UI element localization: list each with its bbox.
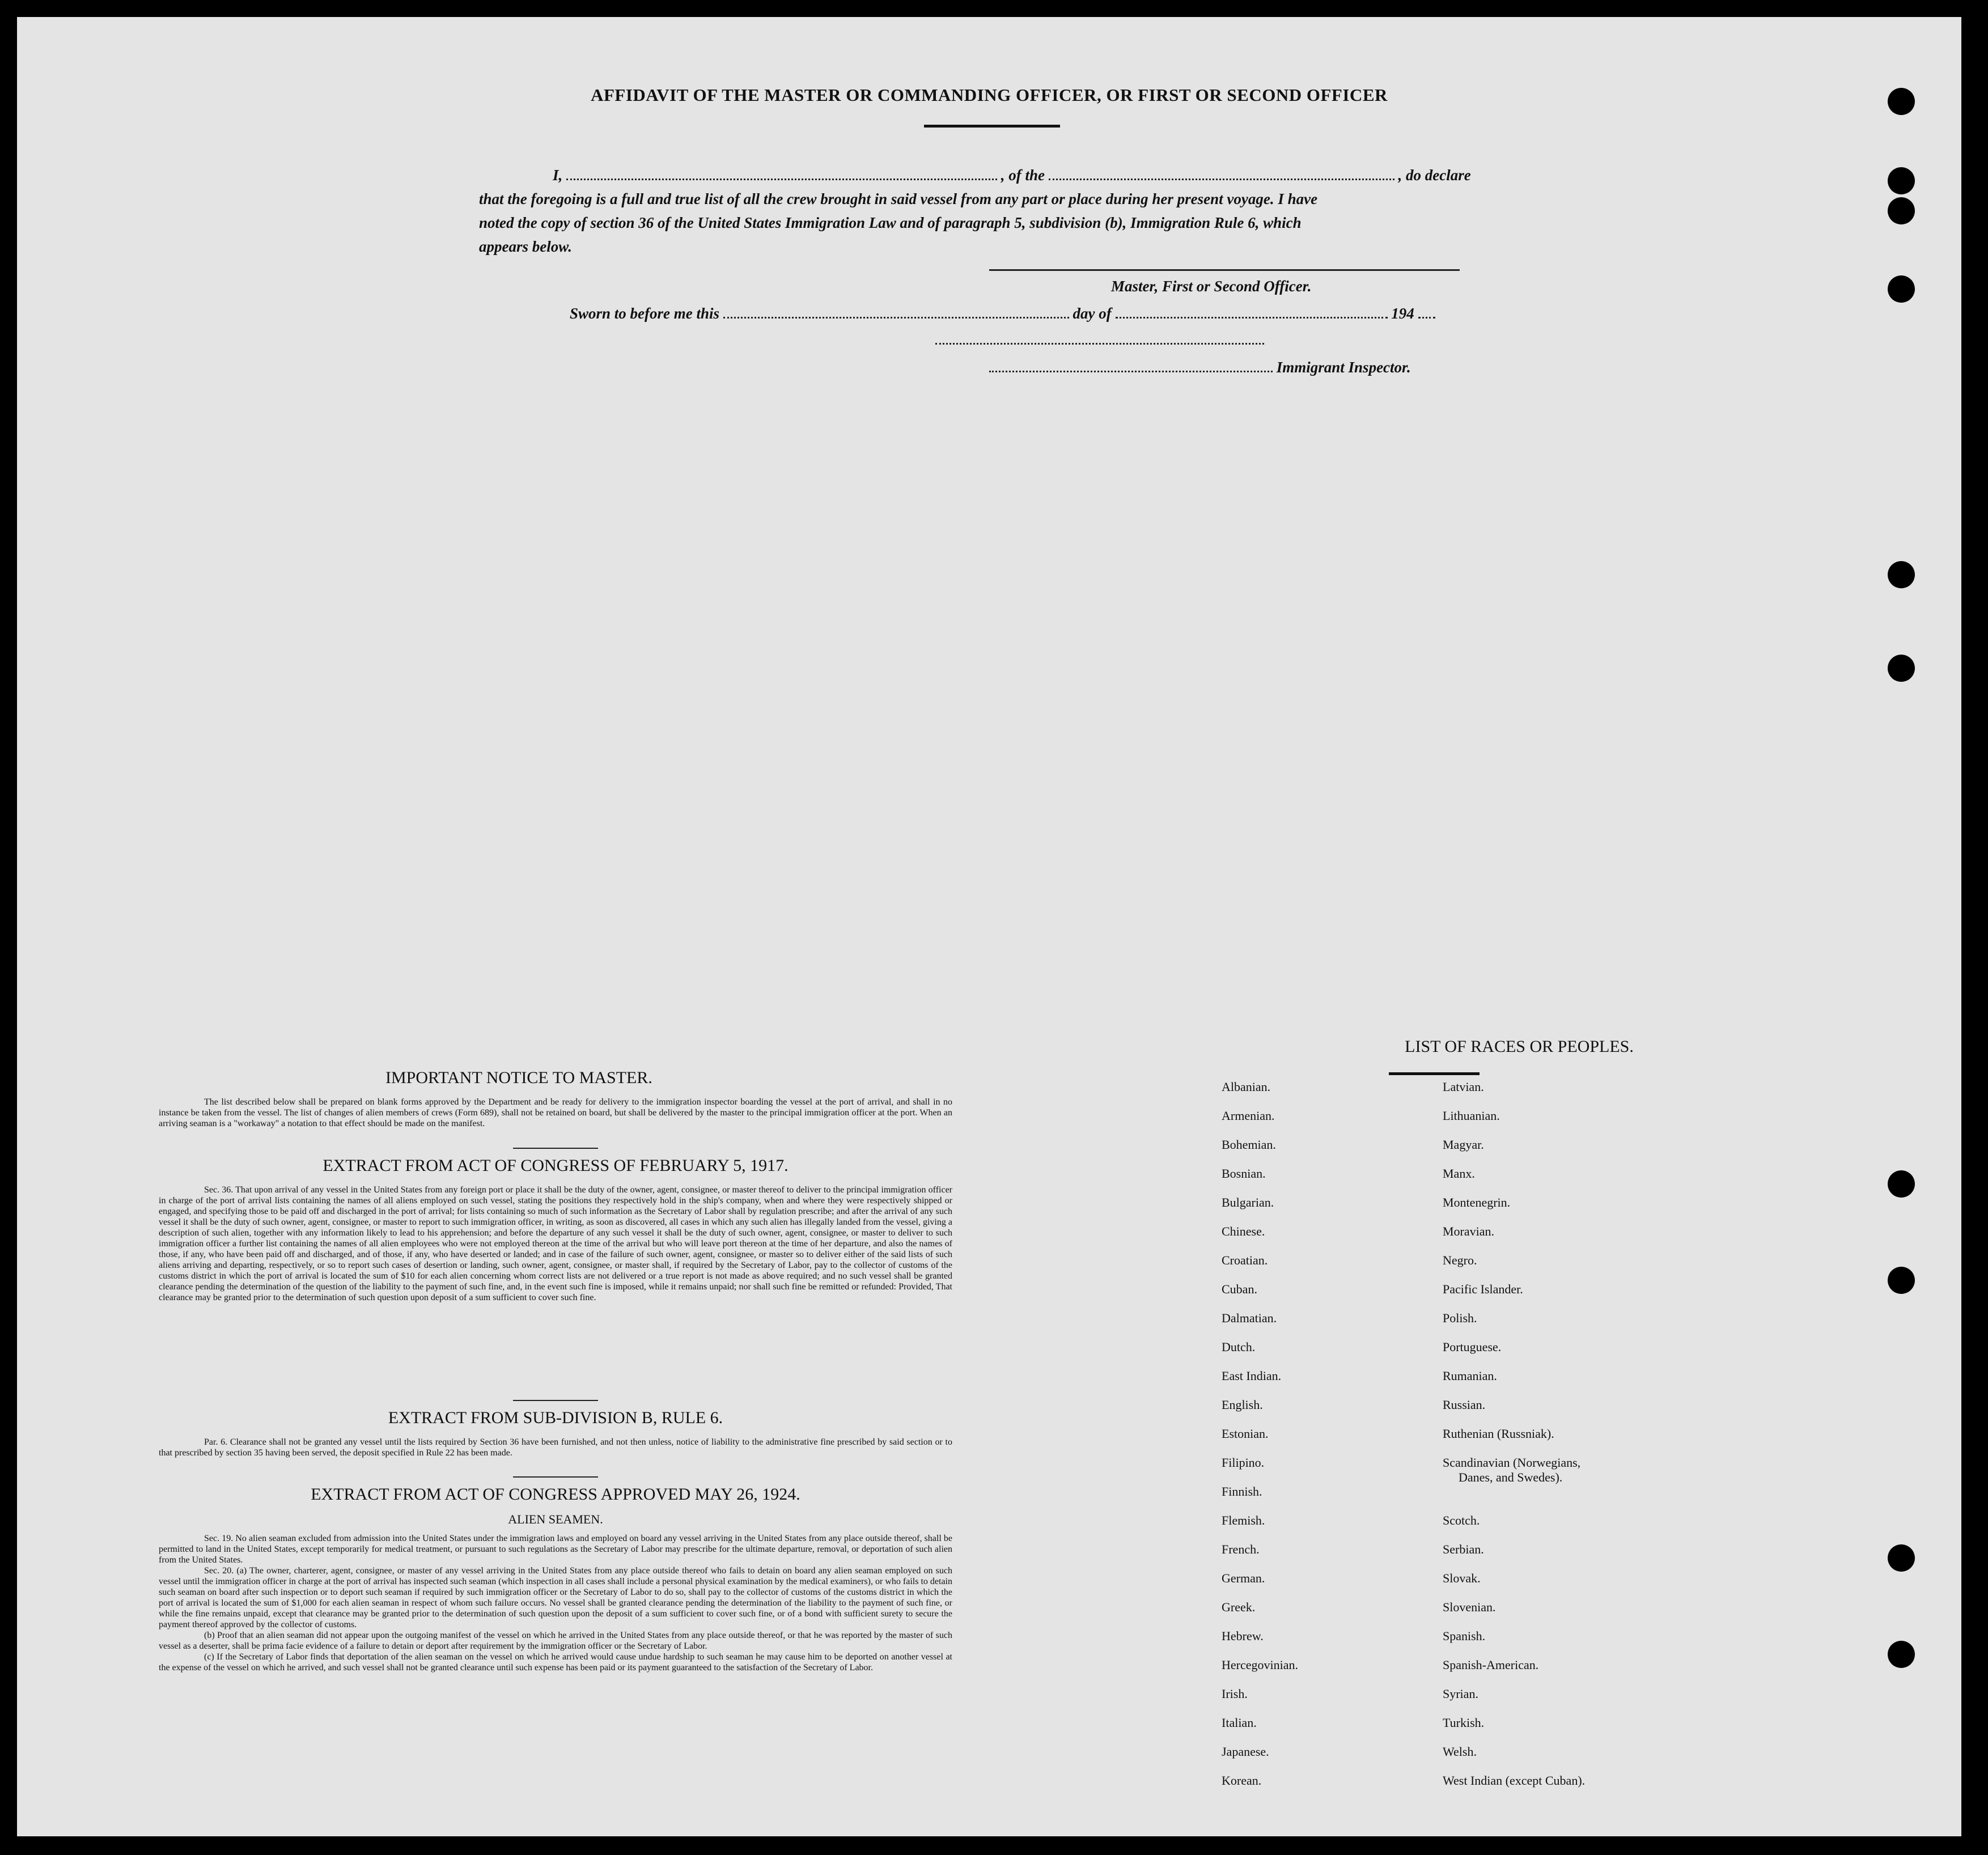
- race-item: Hebrew.: [1222, 1629, 1264, 1643]
- race-item: Greek.: [1222, 1600, 1256, 1614]
- race-item: Portuguese.: [1443, 1340, 1502, 1354]
- race-item: Montenegrin.: [1443, 1195, 1511, 1209]
- extract-1917-title: EXTRACT FROM ACT OF CONGRESS OF FEBRUARY 5, 1917.: [323, 1156, 789, 1175]
- races-title-rule: [1389, 1072, 1480, 1075]
- notice-text: The list described below shall be prepared on blank forms approved by the Department and be ready for delivery to the immigration inspector boarding the vessel at the port of arrival, and shall in no instance be taken from the vessel. The list of changes of alien members of crews (Form 689), shall not be retained on board, but shall be delivered by the master to the principal immigration officer at the port. When an arriving seaman is a "workaway" a notation to that effect should be made on the manifest.: [159, 1097, 952, 1128]
- race-item: Slovenian.: [1443, 1600, 1496, 1614]
- inspector-signature-field[interactable]: [989, 371, 1273, 372]
- punch-hole: [1888, 655, 1915, 682]
- punch-hole: [1888, 561, 1915, 588]
- sec-20c-text: (c) If the Secretary of Labor finds that deportation of the alien seaman on the vessel on which he arrived would cause undue hardship to such seaman he may cause him to be deported on another vessel at the expense of the vessel on which he arrived, and such vessel shall not be granted clearance until such expense has been paid or its payment guaranteed to the satisfaction of the Secretary of Labor.: [159, 1652, 952, 1673]
- punch-hole: [1888, 1170, 1915, 1198]
- race-item: Albanian.: [1222, 1080, 1271, 1094]
- race-item: Croatian.: [1222, 1253, 1268, 1267]
- race-item: Welsh.: [1443, 1744, 1477, 1759]
- extract-1917-text: Sec. 36. That upon arrival of any vessel in the United States from any foreign port or place it shall be the duty of the owner, agent, consignee, or master thereof to deliver to the principal immigration officer in charge of the port of arrival lists containing the names of all aliens employed on such vessel, stating the positions they respectively hold in the ship's company, when and where they were respectively shipped or engaged, and specifying those to be paid off and discharged in the port of arrival; for lists containing so much of such information as the Secretary of Labor shall by regulation prescribe; and after the arrival of any such vessel it shall be the duty of such owner, agent, consignee, or master to report to such immigration officer, in writing, as soon as discovered, all cases in which any such alien has illegally landed from the vessel, giving a description of such alien, together with any information likely to lead to his apprehension; and before the departure of any such vessel it shall be the duty of such owner, agent, consignee, or master to deliver to such immigration officer a further list containing the names of all alien employees who were not employed thereon at the time of the arrival but who will leave port thereon at the time of her departure, and also the names of those, if any, who have been paid off and discharged, and of those, if any, who have deserted or landed; and in case of the failure of such owner, agent, consignee, or master so to deliver either of the said lists of such aliens arriving and departing, respectively, or so to report such cases of desertion or landing, such owner, agent, consignee, or master shall, if required by the Secretary of Labor, pay to the collector of customs of the customs district in which the port of arrival is located the sum of $10 for each alien concerning whom correct lists are not delivered or a true report is not made as above required; and no such vessel shall be granted clearance pending the determination of the question of the liability to the payment of such fine, and, in the event such fine is imposed, while it remains unpaid; nor shall such fine be remitted or refunded: Provided, That clearance may be granted prior to the determination of such question upon deposit of a sum sufficient to cover such fine.: [159, 1185, 952, 1302]
- name-field[interactable]: [566, 179, 997, 180]
- race-item: Cuban.: [1222, 1282, 1257, 1296]
- race-item: Syrian.: [1443, 1687, 1478, 1701]
- race-item: Armenian.: [1222, 1109, 1275, 1123]
- sworn-label: Sworn to before me this: [570, 305, 720, 322]
- race-item: Bulgarian.: [1222, 1195, 1274, 1209]
- race-item: Manx.: [1443, 1166, 1475, 1181]
- sec-19-text: Sec. 19. No alien seaman excluded from admission into the United States under the immigration laws and employed on board any vessel arriving in the United States from any place outside thereof, shall be permitted to land in the United States, except temporarily for medical treatment, or pursuant to such regulations as the Secretary of Labor may prescribe for the ultimate departure, removal, or deportation of such alien from the United States.: [159, 1534, 952, 1565]
- extract-1924-subtitle: ALIEN SEAMEN.: [508, 1512, 603, 1526]
- race-item: Irish.: [1222, 1687, 1248, 1701]
- race-item: Flemish.: [1222, 1513, 1265, 1527]
- title-rule: [924, 125, 1060, 128]
- section-divider: [513, 1400, 598, 1401]
- affidavit-line-3: noted the copy of section 36 of the United States Immigration Law and of paragraph 5, subdivision (b), Immigration Rule 6, which: [479, 214, 1302, 231]
- races-title: LIST OF RACES OR PEOPLES.: [1405, 1037, 1634, 1056]
- race-item: Korean.: [1222, 1773, 1262, 1788]
- race-item: Scotch.: [1443, 1513, 1480, 1527]
- sworn-month-field[interactable]: [1116, 317, 1388, 319]
- race-item: Negro.: [1443, 1253, 1477, 1267]
- affidavit-title: AFFIDAVIT OF THE MASTER OR COMMANDING OFFICER, OR FIRST OR SECOND OFFICER: [591, 85, 1388, 105]
- notice-title: IMPORTANT NOTICE TO MASTER.: [385, 1068, 652, 1087]
- vessel-field[interactable]: [1049, 179, 1394, 180]
- do-declare-label: , do declare: [1398, 167, 1471, 184]
- sworn-line: [570, 305, 1533, 322]
- of-the-label: , of the: [1001, 167, 1045, 184]
- punch-hole: [1888, 197, 1915, 224]
- i-label: I,: [553, 167, 563, 184]
- sec-20a-text: Sec. 20. (a) The owner, charterer, agent, consignee, or master of any vessel arriving in the United States from any place outside thereof who fails to detain on board any alien seaman employed on such vessel until the immigration officer in charge at the port of arrival has inspected such seaman (which inspection in all cases shall include a personal physical examination by the medical examiners), or who fails to detain such seaman on board after such inspection or to deport such seaman if required by such immigration officer or the Secretary of Labor to do so, shall pay to the collector of customs of the customs district in which the port of arrival is located the sum of $1,000 for each alien seaman in respect of whom such failure occurs. No vessel shall be granted clearance pending the determination of the liability to the payment of such fine, or while the fine remains unpaid, except that clearance may be granted prior to the determination of such question upon the deposit of a sum sufficient to cover such fine, or of a bond with sufficient surety to secure the payment thereof approved by the collector of customs.: [159, 1566, 952, 1629]
- punch-hole: [1888, 1641, 1915, 1668]
- affidavit-line-2: that the foregoing is a full and true list of all the crew brought in said vessel from any part or place during her present voyage. I have: [479, 190, 1318, 207]
- race-item: Bohemian.: [1222, 1137, 1276, 1152]
- race-item: Finnish.: [1222, 1484, 1262, 1499]
- punch-hole: [1888, 1267, 1915, 1294]
- race-item: Russian.: [1443, 1398, 1486, 1412]
- race-item: East Indian.: [1222, 1369, 1282, 1383]
- section-divider: [513, 1148, 598, 1149]
- race-item: Chinese.: [1222, 1224, 1265, 1238]
- year-label: 194: [1391, 305, 1414, 322]
- affidavit-line-1: [479, 163, 1516, 187]
- race-item: Turkish.: [1443, 1716, 1485, 1730]
- document-page: [17, 17, 1961, 1836]
- race-item: Dalmatian.: [1222, 1311, 1277, 1325]
- race-item: German.: [1222, 1571, 1265, 1585]
- punch-hole: [1888, 167, 1915, 194]
- race-item: English.: [1222, 1398, 1263, 1412]
- race-item: Filipino.: [1222, 1455, 1265, 1470]
- race-item: Serbian.: [1443, 1542, 1484, 1556]
- inspector-label: Immigrant Inspector.: [1276, 359, 1411, 376]
- race-item: Hercegovinian.: [1222, 1658, 1298, 1672]
- race-item: Slovak.: [1443, 1571, 1481, 1585]
- affidavit-body: [479, 163, 1516, 258]
- extract-rule6-text: Par. 6. Clearance shall not be granted any vessel until the lists required by Section 36 have been furnished, and not then unless, notice of liability to the administrative fine prescribed by said section or to that prescribed by section 35 having been served, the deposit specified in Rule 22 has been made.: [159, 1437, 952, 1458]
- punch-hole: [1888, 275, 1915, 303]
- sworn-day-field[interactable]: [723, 317, 1069, 319]
- inspector-line: [989, 359, 1499, 376]
- race-item: Latvian.: [1443, 1080, 1484, 1094]
- race-item: Italian.: [1222, 1716, 1257, 1730]
- master-signature-line[interactable]: [989, 269, 1460, 271]
- race-item: Pacific Islander.: [1443, 1282, 1523, 1296]
- year-field[interactable]: [1418, 317, 1435, 319]
- extract-1924-body: [159, 1533, 952, 1673]
- race-item: Dutch.: [1222, 1340, 1256, 1354]
- inspector-name-line[interactable]: [935, 343, 1264, 345]
- punch-hole: [1888, 1544, 1915, 1572]
- race-item: Estonian.: [1222, 1427, 1269, 1441]
- race-item: Lithuanian.: [1443, 1109, 1500, 1123]
- race-item: French.: [1222, 1542, 1260, 1556]
- race-item: Moravian.: [1443, 1224, 1495, 1238]
- section-divider: [513, 1476, 598, 1478]
- extract-1924-title: EXTRACT FROM ACT OF CONGRESS APPROVED MAY 26, 1924.: [311, 1485, 800, 1504]
- race-item: Ruthenian (Russniak).: [1443, 1427, 1554, 1441]
- race-item: Spanish.: [1443, 1629, 1486, 1643]
- race-item: Spanish-American.: [1443, 1658, 1539, 1672]
- affidavit-line-4: appears below.: [479, 238, 572, 255]
- race-item: Bosnian.: [1222, 1166, 1266, 1181]
- day-of-label: day of: [1073, 305, 1112, 322]
- race-item: Danes, and Swedes).: [1459, 1470, 1563, 1484]
- race-item: West Indian (except Cuban).: [1443, 1773, 1586, 1788]
- race-item: Scandinavian (Norwegians,: [1443, 1455, 1581, 1470]
- master-label: Master, First or Second Officer.: [1111, 278, 1312, 295]
- race-item: Magyar.: [1443, 1137, 1484, 1152]
- race-item: Polish.: [1443, 1311, 1477, 1325]
- sec-20b-text: (b) Proof that an alien seaman did not appear upon the outgoing manifest of the vessel on which he arrived in the United States from any place outside thereof, or that he was reported by the master of such vessel as a deserter, shall be prima facie evidence of a failure to detain or deport after requirement by the immigration officer or the Secretary of Labor.: [159, 1631, 952, 1651]
- race-item: Japanese.: [1222, 1744, 1269, 1759]
- extract-rule6-title: EXTRACT FROM SUB-DIVISION B, RULE 6.: [388, 1408, 723, 1427]
- race-item: Rumanian.: [1443, 1369, 1497, 1383]
